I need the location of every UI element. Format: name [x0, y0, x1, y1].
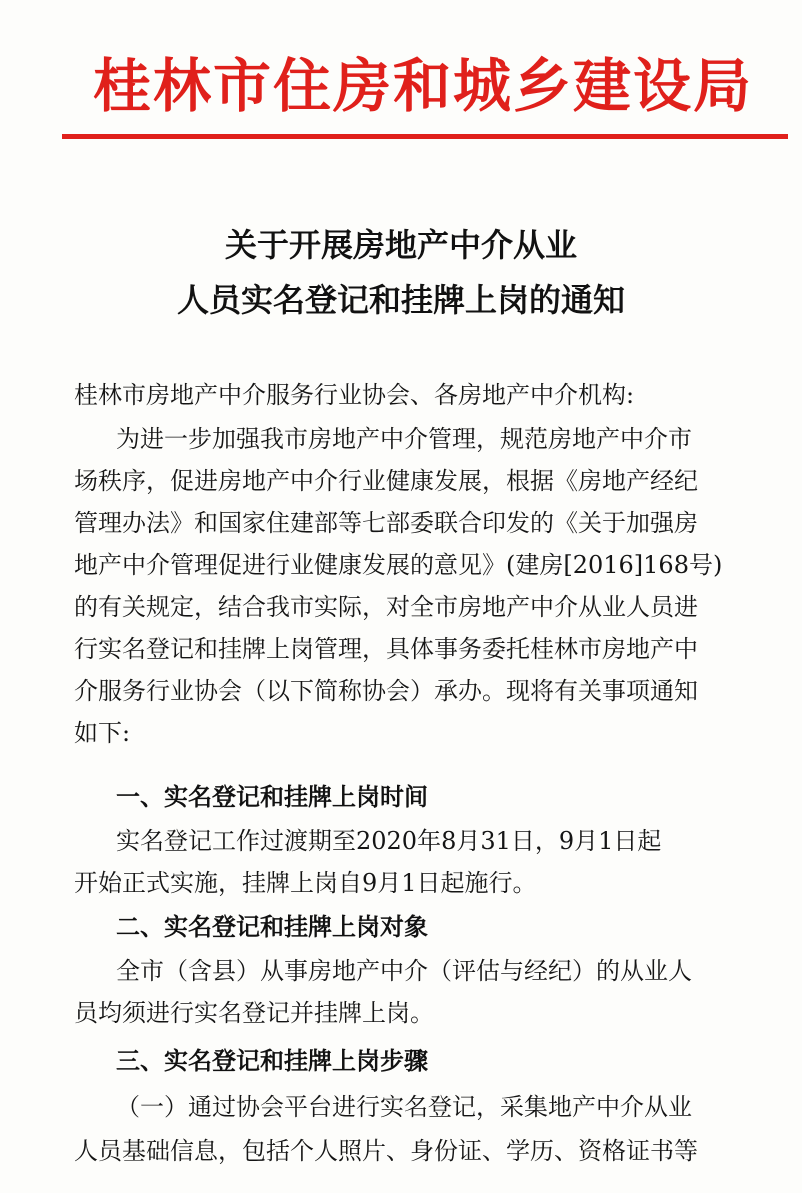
section-1-line: 实名登记工作过渡期至2020年8月31日，9月1日起 — [116, 827, 662, 855]
section-2-line: 员均须进行实名登记并挂牌上岗。 — [74, 999, 434, 1027]
section-2-line: 全市（含县）从事房地产中介（评估与经纪）的从业人 — [116, 957, 692, 985]
letterhead-red-rule — [62, 134, 788, 139]
intro-line: 介服务行业协会（以下简称协会）承办。现将有关事项通知 — [74, 677, 698, 705]
section-1-line: 开始正式实施，挂牌上岗自9月1日起施行。 — [74, 869, 537, 897]
notice-title-line1: 关于开展房地产中介从业 — [224, 226, 577, 264]
section-3-heading: 三、实名登记和挂牌上岗步骤 — [116, 1047, 428, 1075]
intro-line: 场秩序，促进房地产中介行业健康发展，根据《房地产经纪 — [74, 467, 698, 495]
section-3-line: （一）通过协会平台进行实名登记，采集地产中介从业 — [116, 1093, 692, 1121]
intro-line: 行实名登记和挂牌上岗管理，具体事务委托桂林市房地产中 — [74, 635, 698, 663]
agency-letterhead: 桂林市住房和城乡建设局 — [92, 52, 753, 120]
intro-line: 地产中介管理促进行业健康发展的意见》(建房[2016]168号) — [74, 551, 723, 579]
section-3-line: 人员基础信息，包括个人照片、身份证、学历、资格证书等 — [74, 1137, 698, 1165]
section-1-heading: 一、实名登记和挂牌上岗时间 — [116, 783, 428, 811]
intro-line: 的有关规定，结合我市实际，对全市房地产中介从业人员进 — [74, 593, 698, 621]
addressee: 桂林市房地产中介服务行业协会、各房地产中介机构: — [74, 381, 635, 409]
intro-line: 管理办法》和国家住建部等七部委联合印发的《关于加强房 — [74, 509, 698, 537]
section-2-heading: 二、实名登记和挂牌上岗对象 — [116, 913, 428, 941]
notice-title-line2: 人员实名登记和挂牌上岗的通知 — [176, 281, 625, 319]
intro-line: 为进一步加强我市房地产中介管理，规范房地产中介市 — [116, 425, 692, 453]
intro-line: 如下: — [74, 719, 131, 747]
